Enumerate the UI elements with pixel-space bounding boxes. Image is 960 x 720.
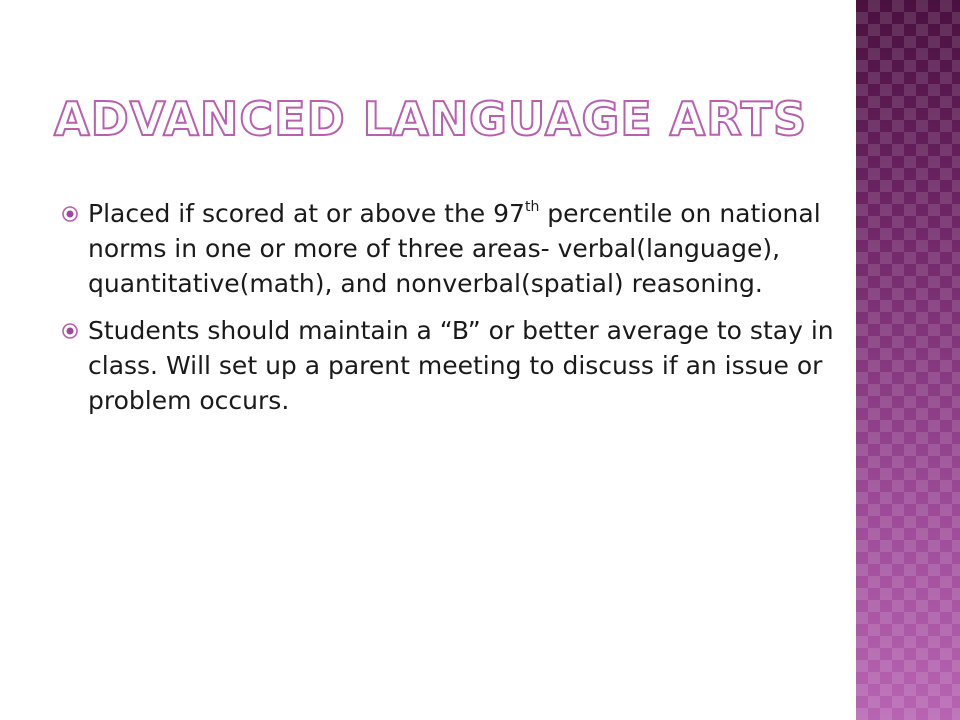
bullet-list <box>62 196 862 430</box>
slide-title: ADVANCED LANGUAGE ARTS <box>54 92 808 146</box>
target-bullet-icon <box>62 206 78 222</box>
target-bullet-icon <box>62 323 78 339</box>
bullet-item-grades <box>62 313 862 418</box>
bullet-text-part: Placed if scored at or above the 97 <box>88 199 525 228</box>
bullet-text-part: percentile on national norms in one or more of three areas- verbal(language), quantitative(math), and nonverbal(spatial) reasoning. <box>88 199 821 298</box>
bullet-item-placement <box>62 196 862 301</box>
decorative-side-band <box>856 0 960 720</box>
bullet-superscript: th <box>524 198 540 215</box>
bullet-text: Students should maintain a “B” or better average to stay in class. Will set up a parent meeting to discuss if an issue or problem occurs. <box>88 316 834 415</box>
